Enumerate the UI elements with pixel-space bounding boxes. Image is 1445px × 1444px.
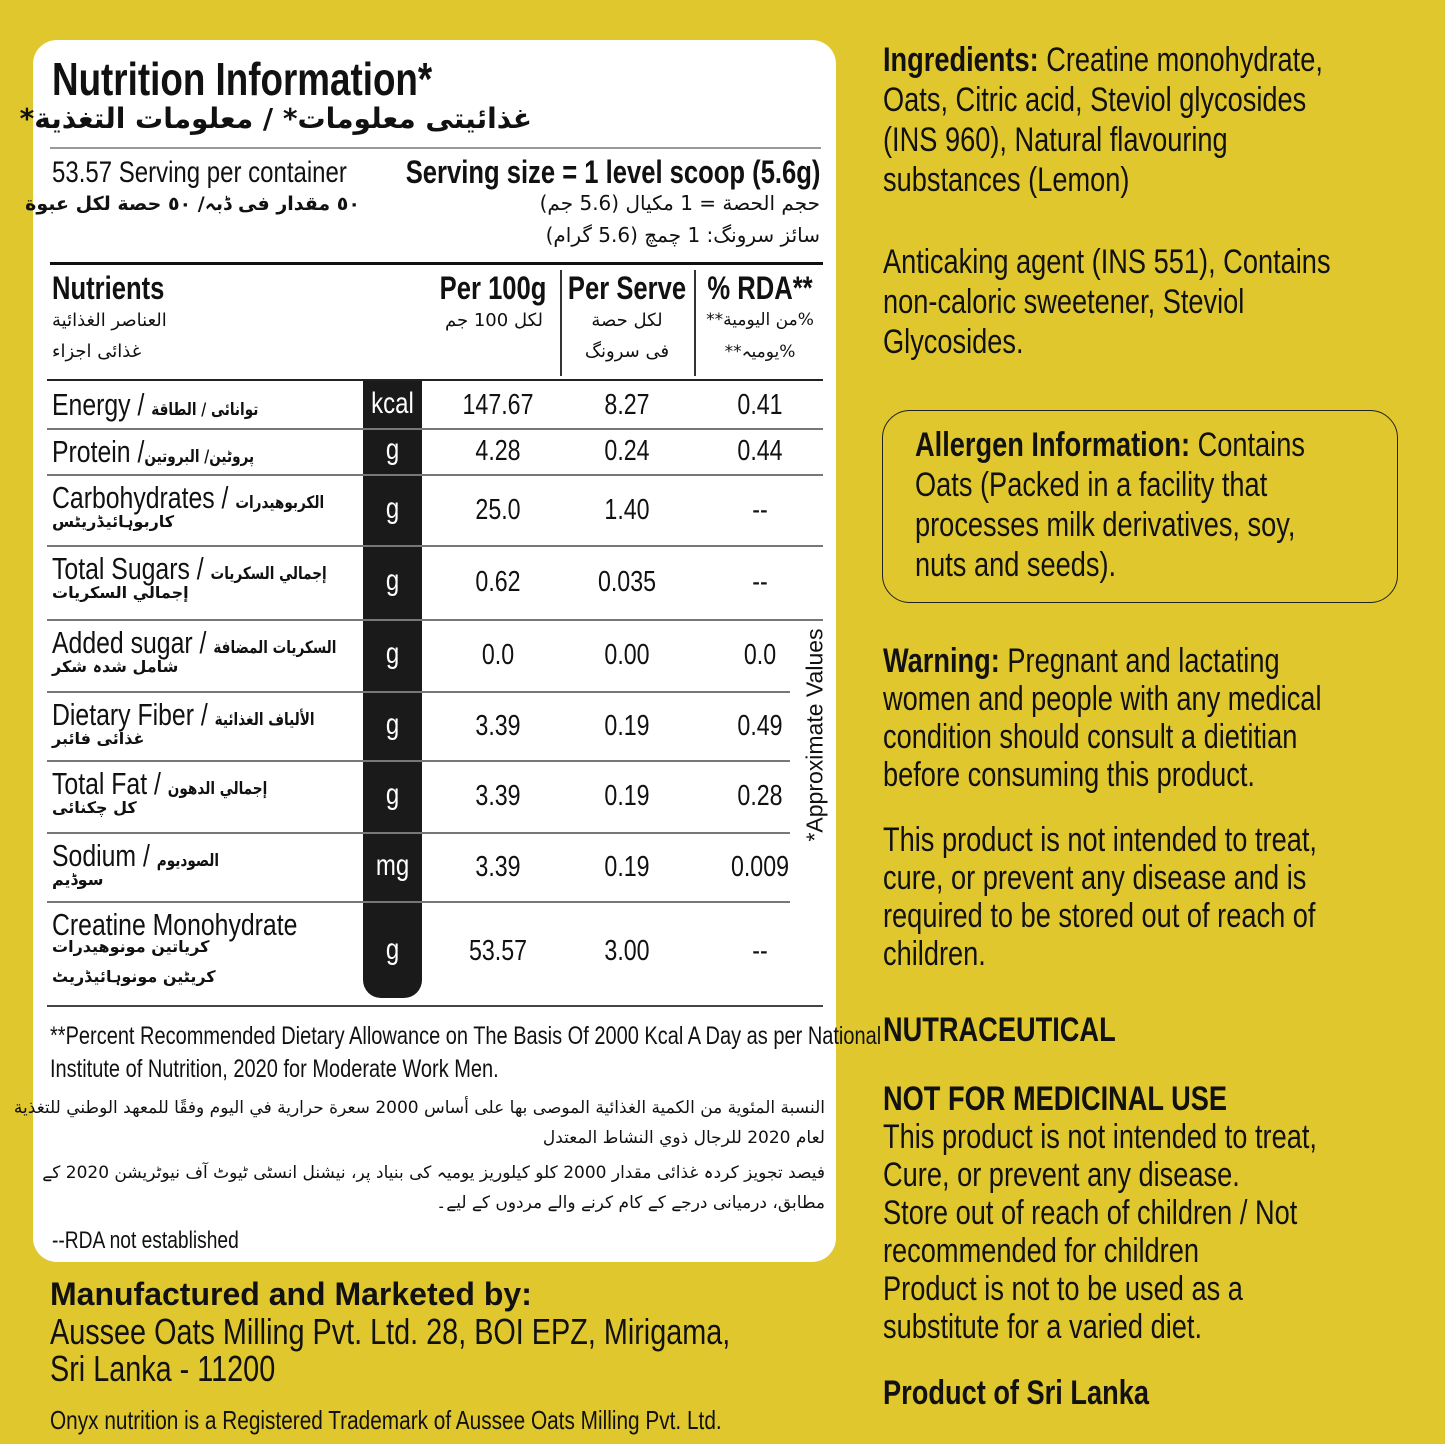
medicinal-info [883,1080,1317,1346]
text-line: This product is not intended to treat, [883,821,1317,859]
value-rda: 0.009 [730,850,790,883]
text-line: Glycosides. [883,323,1024,361]
serving-size: Serving size = 1 level scoop (5.6g) [405,154,820,190]
nutrient-name-ur: کاربوہائیڈریٹس [52,512,175,531]
unit-label: g [385,564,400,597]
servings-ar: ٥٠ مقدار فی ڈبہ/ ٥٠ حصة لكل عبوة [25,193,360,215]
footnote-en [50,1020,881,1086]
nutrient-name-ur: کل چکنائی [52,798,137,817]
row-divider [47,760,790,762]
header-rda: % RDA** [707,270,813,306]
nutrient-name-ar: إجمالي الدهون [167,779,268,799]
header-rda-ur: %یومیہ** [724,342,796,362]
text-line: recommended for children [883,1232,1199,1270]
nutrient-name [52,697,315,733]
value-per-serve: 0.00 [604,639,650,671]
nutrient-name-ur: كرياتين مونوهيدرات [52,937,210,956]
nutrient-name-en: Creatine Monohydrate [52,907,298,942]
value-rda: 0.49 [737,709,783,742]
not-medicinal-label: NOT FOR MEDICINAL USE [883,1080,1228,1118]
value-per-serve: 0.035 [597,566,657,598]
nutrient-name-ar: توانائی / الطاقة [151,400,259,420]
text-line: Contains [1190,426,1305,464]
text-line: Pregnant and lactating [999,642,1280,680]
unit-label: g [385,707,400,741]
nutrient-name-en: Protein / [52,434,145,469]
nutrient-name-en: Total Sugars / [52,551,211,586]
nutrient-name [52,480,324,516]
nutrient-name-en: Sodium / [52,838,157,873]
header-nutrients-ur: غذائی اجزاء [52,341,142,362]
text-line: Creatine monohydrate, [1038,41,1323,79]
value-per-100g: 53.57 [468,934,528,967]
value-rda: 0.0 [743,639,777,671]
nutrient-name-ar: الصوديوم [156,851,220,871]
nutrient-name-ar: الألياف الغذائية [214,710,315,730]
value-per-serve: 8.27 [604,388,650,421]
nutrient-name-en: Carbohydrates / [52,480,236,515]
nutrient-name-ar: پروٹین/ البروتين [144,447,255,467]
value-per-100g: 3.39 [475,709,521,742]
nutrient-name [52,387,258,423]
value-rda: 0.28 [737,780,783,812]
value-rda: -- [752,934,768,967]
header-rule [47,379,823,381]
serving-size-ur: سائز سرونگ: 1 چمچ (5.6 گرام) [545,223,820,247]
text-line: cure, or prevent any disease and is [883,859,1307,897]
disclaimer [883,821,1317,973]
text-line: This product is not intended to treat, [883,1118,1317,1156]
trademark-note: Onyx nutrition is a Registered Trademark of Aussee Oats Milling Pvt. Ltd. [50,1405,722,1435]
text-line: Product is not to be used as a [883,1270,1243,1308]
value-rda: -- [752,566,768,598]
nutrient-name-en: Total Fat / [52,766,168,801]
nutrient-name-ar: إجمالي السكريات [210,564,327,584]
footnote-ur [42,1158,825,1218]
header-perserve-ur: فی سرونگ [584,341,670,362]
footnote-line: **Percent Recommended Dietary Allowance on The Basis Of 2000 Kcal A Day as per National [50,1022,882,1050]
manufacturer-address [50,1313,730,1387]
unit-label: g [385,932,400,966]
row-divider [47,474,823,476]
text-line: condition should consult a dietitian [883,718,1298,756]
unit-label: mg [375,848,410,882]
nutrient-name-ur: شامل شدہ شکر [52,657,179,676]
value-per-100g: 0.0 [481,639,515,671]
nutrient-name-ur: غذائی فائبر [52,729,145,748]
nutrient-name [52,434,254,470]
text-line: before consuming this product. [883,756,1255,794]
ingredients [883,40,1323,200]
nutraceutical-label: NUTRACEUTICAL [883,1011,1116,1049]
text-line: (INS 960), Natural flavouring [883,121,1228,159]
footnote-ar [14,1093,825,1153]
text-line: nuts and seeds). [915,546,1117,584]
manufacturer-heading: Manufactured and Marketed by: [50,1276,532,1312]
unit-label: kcal [371,386,414,420]
text-line: Anticaking agent (INS 551), Contains [883,243,1331,281]
value-per-serve: 0.24 [604,435,650,467]
text-line: processes milk derivatives, soy, [915,506,1296,544]
value-per-100g: 4.28 [475,435,521,467]
header-nutrients-ar: العناصر الغذائية [52,310,167,331]
value-per-100g: 0.62 [475,566,521,598]
row-divider [47,691,790,693]
footnote-line: النسبة المئوية من الكمية الغذائية الموصى بها على أساس 2000 سعرة حرارية في اليوم وفقًا للمعهد الوطني للتغذية [13,1098,825,1118]
header-per100g-ar: لكل 100 جم [445,310,543,331]
value-per-100g: 3.39 [475,850,521,883]
row-divider [47,428,823,430]
text-line: non-caloric sweetener, Steviol [883,283,1245,321]
ingredients-label: Ingredients: [883,41,1039,79]
row-divider [47,832,790,834]
servings-per-container: 53.57 Serving per container [52,156,347,189]
value-per-serve: 0.19 [604,850,650,883]
text-line: children. [883,935,986,973]
table-top-rule [50,262,823,265]
nutrition-title: Nutrition Information* [52,53,433,105]
nutrient-name-ar: السكريات المضافة [213,638,337,658]
unit-label: g [385,433,400,466]
nutrient-name [52,766,267,802]
rda-not-established: --RDA not established [52,1227,239,1254]
header-per100g: Per 100g [439,270,546,306]
footnote-line: مطابق، درمیانی درجے کے کام کرنے والے مردوں کے لیے۔ [436,1193,825,1213]
text-line: Oats (Packed in a facility that [915,466,1268,504]
divider [50,147,821,149]
footnote-line: فیصد تجویز کردہ غذائی مقدار 2000 کلو کیلوریز یومیہ کی بنیاد پر، نیشنل انسٹی ٹیوٹ آف نیوٹریشن 2020 کے [42,1163,825,1183]
footnote-line: Institute of Nutrition, 2020 for Moderate Work Men. [50,1055,499,1083]
row-divider [47,901,790,903]
value-per-100g: 25.0 [475,493,521,526]
serving-size-ar: حجم الحصة = 1 مكيال (5.6 جم) [539,191,820,215]
header-nutrients: Nutrients [52,270,165,306]
text-line: substances (Lemon) [883,161,1130,199]
address-line: Aussee Oats Milling Pvt. Ltd. 28, BOI EPZ, Mirigama, [50,1311,731,1352]
nutrient-name-en: Dietary Fiber / [52,697,215,732]
header-perserve: Per Serve [567,270,687,306]
value-per-serve: 3.00 [604,934,650,967]
product-origin: Product of Sri Lanka [883,1374,1149,1412]
table-bottom-rule [47,1005,823,1007]
text-line: Store out of reach of children / Not [883,1194,1298,1232]
nutrient-name-ar: الكربوهيدرات [235,493,325,513]
nutrient-name-ur: سوڈیم [52,870,104,889]
text-line: substitute for a varied diet. [883,1308,1203,1346]
nutrient-name-ur: کریٹین مونوہائیڈریٹ [52,967,216,986]
value-rda: -- [752,493,768,526]
anticaking-info [883,242,1331,362]
nutrient-name-en: Added sugar / [52,625,214,660]
nutrition-title-ar: غذائیتی معلومات* / معلومات التغذية* [19,102,532,135]
value-per-serve: 1.40 [604,493,650,526]
allergen-label: Allergen Information: [915,426,1191,464]
nutrient-name [52,625,336,661]
value-per-serve: 0.19 [604,709,650,742]
value-per-100g: 147.67 [462,388,534,421]
text-line: required to be stored out of reach of [883,897,1316,935]
warning [883,642,1321,794]
approximate-values-note: *Approximate Values [801,628,828,842]
unit-label: g [385,778,400,811]
nutrient-name [52,838,219,874]
header-perserve-ar: لكل حصة [591,310,663,331]
unit-label: g [385,637,400,670]
header-rda-ar: %من اليومية** [706,310,814,330]
footnote-line: لعام 2020 للرجال ذوي النشاط المعتدل [542,1128,825,1148]
warning-label: Warning: [883,642,1000,680]
text-line: Cure, or prevent any disease. [883,1156,1240,1194]
nutrient-name-ur: إجمالي السكريات [52,583,189,602]
allergen-info [915,425,1305,585]
unit-label: g [385,491,400,525]
value-rda: 0.41 [737,388,783,421]
address-line: Sri Lanka - 11200 [50,1348,276,1389]
row-divider [47,545,823,547]
text-line: women and people with any medical [883,680,1322,718]
value-rda: 0.44 [737,435,783,467]
nutrient-name [52,551,327,587]
nutrient-name-en: Energy / [52,387,152,422]
value-per-100g: 3.39 [475,780,521,812]
row-divider [47,619,823,621]
value-per-serve: 0.19 [604,780,650,812]
text-line: Oats, Citric acid, Steviol glycosides [883,81,1307,119]
